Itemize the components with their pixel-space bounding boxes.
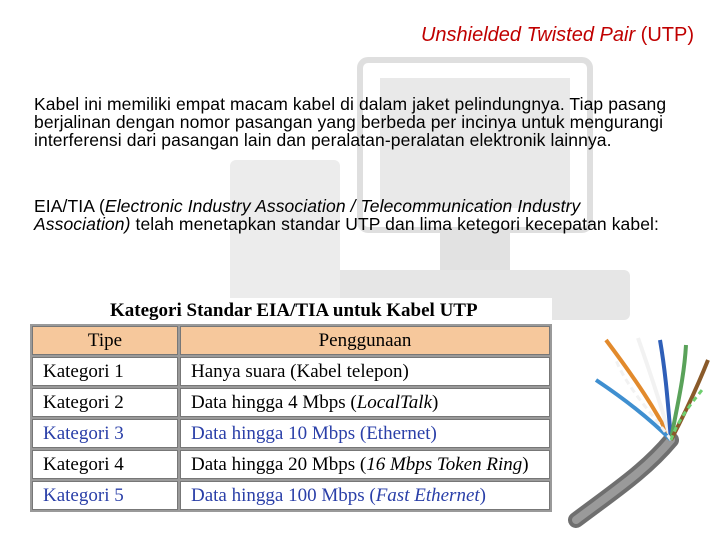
cell-penggunaan	[180, 450, 550, 479]
table-row	[32, 450, 550, 479]
paragraph-2-end: telah menetapkan standar UTP dan lima ketegori kecepatan kabel:	[130, 214, 660, 234]
usage-text: Data hingga 20 Mbps (	[191, 453, 367, 475]
cell-penggunaan	[180, 419, 550, 448]
usage-text: Data hingga 10 Mbps (Ethernet)	[191, 422, 437, 444]
cell-tipe: Kategori 1	[32, 357, 178, 386]
usage-italic: Fast Ethernet	[375, 484, 480, 506]
cell-tipe: Kategori 3	[32, 419, 178, 448]
utp-cable-photo	[556, 320, 720, 540]
utp-table-image	[30, 298, 552, 520]
cell-tipe: Kategori 4	[32, 450, 178, 479]
table-row	[32, 481, 550, 510]
usage-text: Hanya suara (Kabel telepon)	[191, 360, 409, 382]
table-header-row	[32, 326, 550, 355]
table-row	[32, 357, 550, 386]
paragraph-2	[34, 197, 674, 233]
cell-penggunaan	[180, 388, 550, 417]
cell-penggunaan	[180, 481, 550, 510]
usage-tail: )	[432, 391, 439, 413]
table-row	[32, 388, 550, 417]
usage-tail: )	[522, 453, 529, 475]
usage-text: Data hingga 100 Mbps (	[191, 484, 376, 506]
paragraph-2-start: EIA/TIA (	[34, 196, 105, 216]
cell-penggunaan	[180, 357, 550, 386]
header-tipe: Tipe	[32, 326, 178, 355]
usage-tail: )	[479, 484, 486, 506]
table-row	[32, 419, 550, 448]
paragraph-1: Kabel ini memiliki empat macam kabel di dalam jaket pelindungnya. Tiap pasang berjalinan dengan nomor pasangan yang berbeda per incinya untuk mengurangi interferensi dari pasangan lain dan peralatan-peralatan elektronik lainnya.	[34, 94, 667, 150]
table-title: Kategori Standar EIA/TIA untuk Kabel UTP	[110, 300, 478, 321]
slide-title	[421, 24, 694, 47]
computer-watermark	[210, 40, 680, 340]
header-penggunaan: Penggunaan	[180, 326, 550, 355]
paragraph-2-italic: Electronic Industry Association / Telecommunication Industry Association)	[34, 196, 581, 234]
usage-text: Data hingga 4 Mbps (	[191, 391, 357, 413]
title-rest: (UTP)	[635, 24, 694, 46]
title-italic: Unshielded Twisted Pair	[420, 24, 636, 46]
cell-tipe: Kategori 5	[32, 481, 178, 510]
usage-italic: LocalTalk	[356, 391, 433, 413]
utp-category-table	[30, 324, 552, 512]
cell-tipe: Kategori 2	[32, 388, 178, 417]
usage-italic: 16 Mbps Token Ring	[366, 453, 523, 475]
